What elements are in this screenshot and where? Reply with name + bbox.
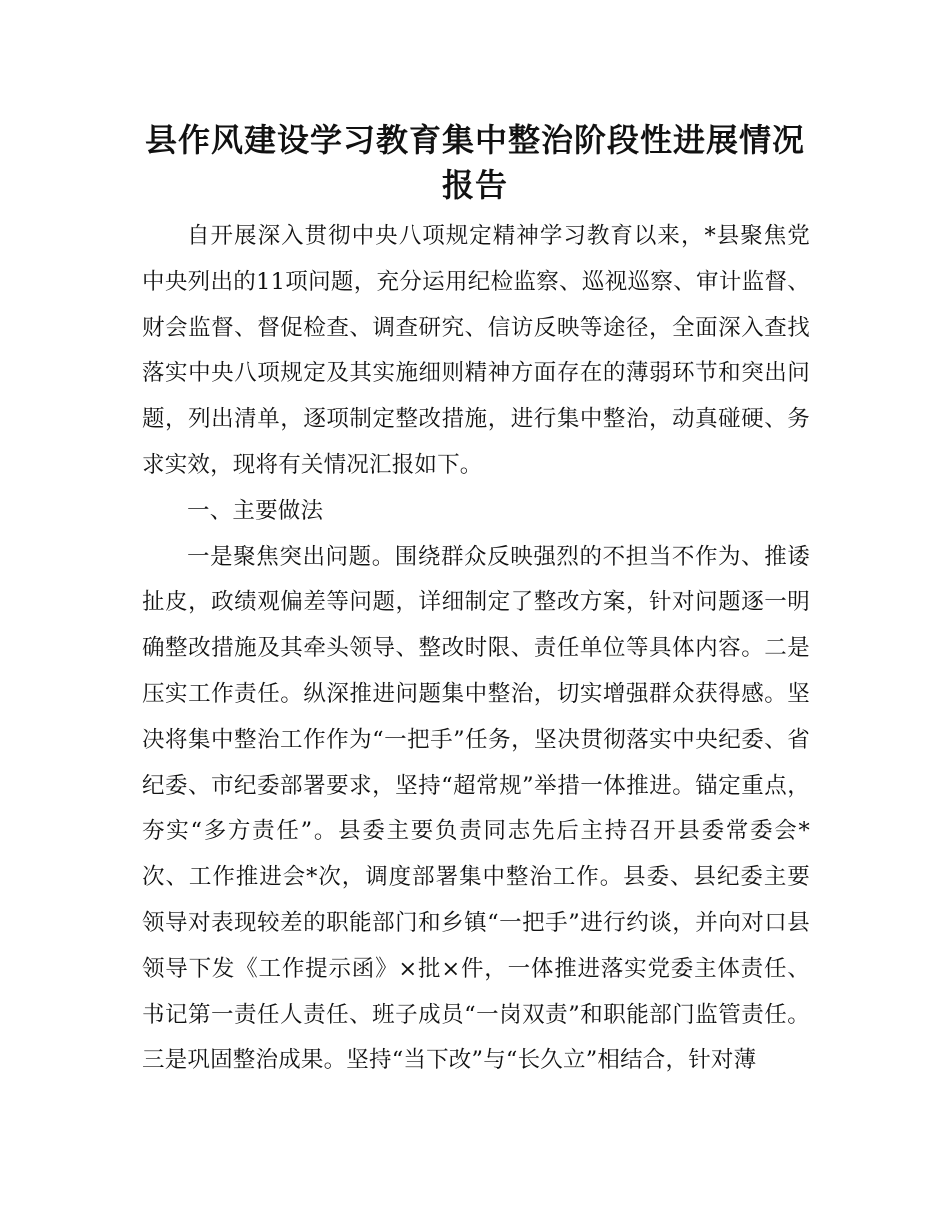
main-practices-paragraph: 一是聚焦突出问题。围绕群众反映强烈的不担当不作为、推诿扯皮，政绩观偏差等问题，详细制定了整改方案，针对问题逐一明确整改措施及其牵头领导、整改时限、责任单位等具体内容。二是压实工作责任。纵深推进问题集中整治，切实增强群众获得感。坚决将集中整治工作作为“一把手”任务，坚决贯彻落实中央纪委、省纪委、市纪委部署要求，坚持“超常规”举措一体推进。锚定重点，夯实“多方责任”。县委主要负责同志先后主持召开县委常委会*次、工作推进会*次，调度部署集中整治工作。县委、县纪委主要领导对表现较差的职能部门和乡镇“一把手”进行约谈，并向对口县领导下发《工作提示函》×批×件，一体推进落实党委主体责任、书记第一责任人责任、班子成员“一岗双责”和职能部门监管责任。三是巩固整治成果。坚持“当下改”与“长久立”相结合，针对薄: [142, 543, 810, 1074]
intro-paragraph: 自开展深入贯彻中央八项规定精神学习教育以来，*县聚焦党中央列出的11项问题，充分运用纪检监察、巡视巡察、审计监督、财会监督、督促检查、调查研究、信访反映等途径，全面深入查找落实中央八项规定及其实施细则精神方面存在的薄弱环节和突出问题，列出清单，逐项制定整改措施，进行集中整治，动真碰硬、务求实效，现将有关情况汇报如下。: [142, 223, 810, 478]
section-heading-main-practices: 一、主要做法: [187, 497, 324, 524]
document-title-line-1: 县作风建设学习教育集中整治阶段性进展情况: [144, 121, 805, 159]
document-body: [142, 214, 810, 1084]
document-title-line-2: 报告: [441, 166, 508, 204]
